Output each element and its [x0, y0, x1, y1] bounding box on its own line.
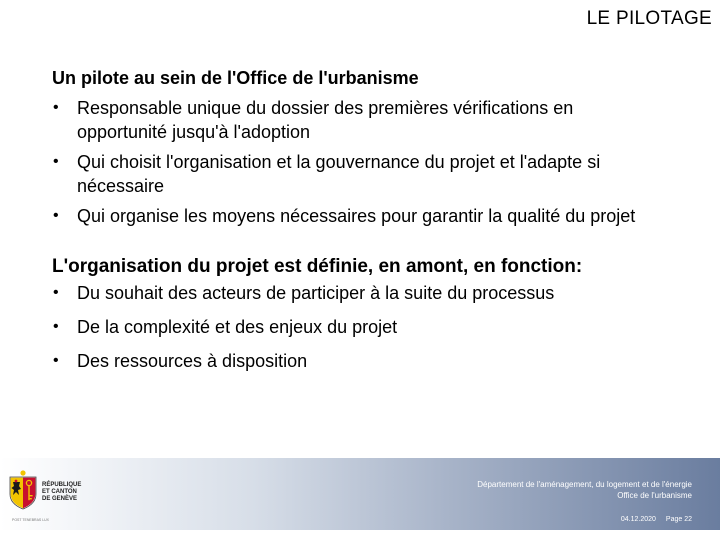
bullet-list-organisation: [52, 281, 667, 373]
logo-text: RÉPUBLIQUE ET CANTON DE GENÈVE: [42, 482, 82, 502]
slide-footer: [0, 458, 720, 540]
bullet-text: Qui choisit l'organisation et la gouvernance du projet et l'adapte si nécessaire: [77, 152, 601, 196]
bullet-icon: •: [53, 284, 59, 301]
bullet-icon: •: [53, 318, 59, 335]
footer-page-number: Page 22: [665, 516, 692, 523]
bullet-icon: •: [53, 207, 59, 224]
geneva-logo: [4, 460, 88, 524]
bullet-item: [52, 349, 667, 373]
bullet-list-pilot: [52, 96, 667, 228]
bottom-strip: [0, 530, 720, 540]
footer-meta: [621, 516, 692, 523]
bullet-item: [52, 150, 667, 198]
slide-title: LE PILOTAGE: [586, 8, 712, 29]
section-heading-organisation: L'organisation du projet est définie, en amont, en fonction:: [52, 256, 583, 277]
bullet-text: Responsable unique du dossier des premières vérifications en opportunité jusqu'à l'adoption: [77, 98, 574, 142]
logo-caption: POST TENEBRAS LUX: [12, 518, 50, 522]
footer-date: 04.12.2020: [620, 516, 656, 523]
geneva-crest-icon: [8, 470, 38, 510]
slide-content: [52, 66, 667, 383]
bullet-item: [52, 204, 667, 228]
footer-department-block: [477, 479, 692, 501]
bullet-icon: •: [53, 352, 59, 369]
bullet-icon: •: [53, 99, 59, 116]
bullet-text: Du souhait des acteurs de participer à la suite du processus: [77, 283, 555, 303]
bullet-text: Des ressources à disposition: [77, 351, 308, 371]
bullet-text: De la complexité et des enjeux du projet: [77, 317, 398, 337]
footer-department: Département de l'aménagement, du logement et de l'énergie: [477, 480, 692, 489]
bullet-item: [52, 96, 667, 144]
bullet-text: Qui organise les moyens nécessaires pour garantir la qualité du projet: [77, 206, 636, 226]
section-organisation: [52, 255, 667, 373]
bullet-item: [52, 315, 667, 339]
bullet-item: [52, 281, 667, 305]
section-heading-pilot: Un pilote au sein de l'Office de l'urbanisme: [52, 68, 419, 88]
bullet-icon: •: [53, 153, 59, 170]
footer-office: Office de l'urbanisme: [617, 491, 692, 500]
section-pilot: [52, 66, 667, 228]
